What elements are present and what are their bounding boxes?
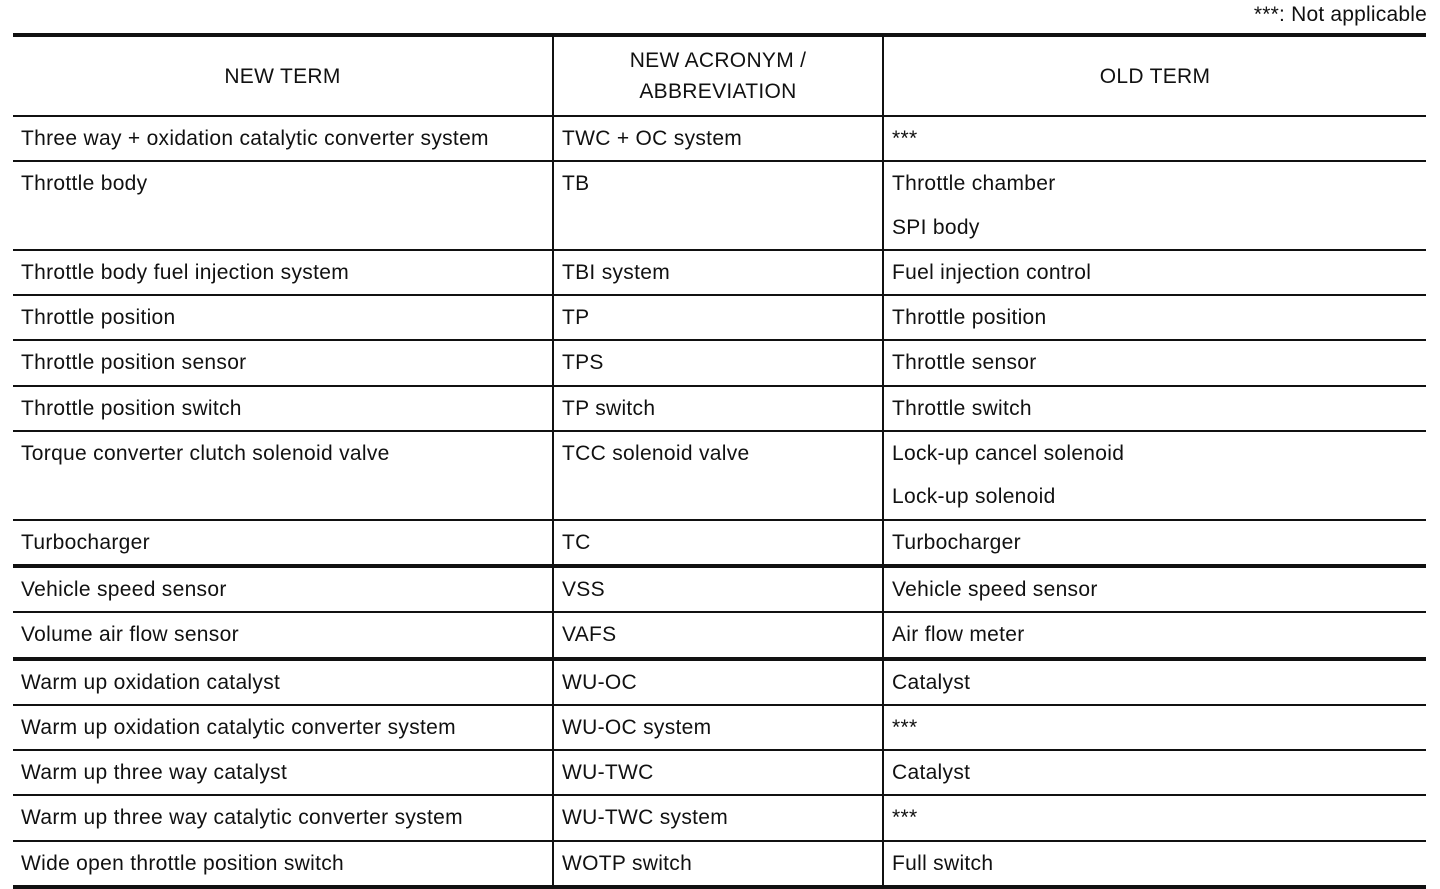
- old-term-cell-text: ***: [892, 127, 918, 150]
- header-new-term: NEW TERM: [13, 35, 553, 116]
- new-term-cell-text: Warm up oxidation catalyst: [21, 670, 281, 694]
- acronym-cell-text: TBI system: [562, 260, 671, 284]
- new-term-cell: [13, 659, 553, 705]
- new-term-cell: [13, 386, 553, 431]
- new-term-cell-text: Warm up three way catalyst: [21, 761, 288, 785]
- new-term-cell-text: Warm up three way catalytic converter system: [21, 806, 463, 830]
- acronym-cell-text: VSS: [562, 577, 605, 601]
- new-term-cell-text: Throttle body fuel injection system: [21, 260, 349, 284]
- acronym-cell-text: TB: [562, 172, 590, 196]
- acronym-cell: [553, 250, 883, 295]
- new-term-cell: [13, 116, 553, 161]
- acronym-cell-text: WU-OC: [562, 670, 637, 694]
- terminology-table: [13, 33, 1426, 889]
- old-term-cell: [883, 116, 1426, 161]
- acronym-cell-text: WU-TWC: [562, 761, 654, 785]
- acronym-cell-text: TCC solenoid valve: [562, 442, 750, 466]
- new-term-cell-text: Throttle position sensor: [21, 351, 247, 375]
- header-row: [13, 35, 1426, 116]
- table-row: [13, 431, 1426, 520]
- new-term-cell: [13, 250, 553, 295]
- old-term-cell: [883, 795, 1426, 840]
- acronym-cell-text: VAFS: [562, 623, 617, 647]
- new-term-cell: [13, 612, 553, 658]
- old-term-cell-text: SPI body: [892, 215, 980, 239]
- acronym-cell: [553, 386, 883, 431]
- table-row: [13, 659, 1426, 705]
- not-applicable-note: ***: Not applicable: [1253, 3, 1427, 26]
- old-term-cell-text: Lock-up solenoid: [892, 485, 1056, 509]
- old-term-cell: [883, 659, 1426, 705]
- new-term-cell: [13, 431, 553, 520]
- header-acronym-line1: NEW ACRONYM /: [629, 49, 807, 72]
- new-term-cell-text: Throttle body: [21, 172, 148, 196]
- acronym-cell: [553, 340, 883, 385]
- acronym-cell: [553, 295, 883, 340]
- old-term-cell-text: Turbocharger: [892, 530, 1021, 554]
- acronym-cell: [553, 431, 883, 520]
- old-term-cell-text: Full switch: [892, 851, 994, 875]
- acronym-cell-text: WU-OC system: [562, 715, 712, 739]
- old-term-cell: [883, 705, 1426, 750]
- acronym-cell: [553, 161, 883, 250]
- old-term-cell: [883, 340, 1426, 385]
- acronym-cell-text: TWC + OC system: [562, 127, 743, 150]
- old-term-cell: [883, 750, 1426, 795]
- old-term-cell-text: Lock-up cancel solenoid: [892, 442, 1125, 466]
- old-term-cell-text: Throttle sensor: [892, 351, 1037, 375]
- old-term-cell-text: Catalyst: [892, 670, 971, 694]
- new-term-cell: [13, 520, 553, 566]
- table-row: [13, 116, 1426, 161]
- new-term-cell-text: Torque converter clutch solenoid valve: [21, 442, 390, 466]
- new-term-cell-text: Turbocharger: [21, 530, 150, 554]
- new-term-cell: [13, 705, 553, 750]
- header-new-acronym: [553, 35, 883, 116]
- acronym-cell-text: TP: [562, 306, 590, 330]
- table-row: [13, 750, 1426, 795]
- old-term-cell: [883, 161, 1426, 250]
- old-term-cell-text: Throttle position: [892, 306, 1047, 330]
- new-term-cell: [13, 295, 553, 340]
- old-term-cell: [883, 431, 1426, 520]
- new-term-cell-text: Warm up oxidation catalytic converter system: [21, 715, 456, 739]
- old-term-cell-text: ***: [892, 806, 918, 830]
- header-old-term: OLD TERM: [883, 35, 1426, 116]
- new-term-cell-text: Throttle position: [21, 306, 176, 330]
- acronym-cell: [553, 750, 883, 795]
- old-term-cell: [883, 295, 1426, 340]
- acronym-cell: [553, 795, 883, 840]
- new-term-cell-text: Volume air flow sensor: [21, 623, 239, 647]
- new-term-cell: [13, 340, 553, 385]
- table-row: [13, 386, 1426, 431]
- old-term-cell-text: Vehicle speed sensor: [892, 577, 1098, 601]
- acronym-cell-text: WU-TWC system: [562, 806, 729, 830]
- acronym-cell-text: TP switch: [562, 396, 656, 420]
- old-term-cell: [883, 612, 1426, 658]
- acronym-cell: [553, 659, 883, 705]
- acronym-cell: [553, 116, 883, 161]
- old-term-cell-text: Air flow meter: [892, 623, 1025, 647]
- old-term-cell: [883, 520, 1426, 566]
- new-term-cell: [13, 750, 553, 795]
- table-body: [13, 116, 1426, 887]
- table-row: [13, 612, 1426, 658]
- acronym-cell-text: TPS: [562, 351, 604, 375]
- old-term-cell: [883, 386, 1426, 431]
- new-term-cell-text: Wide open throttle position switch: [21, 851, 345, 875]
- acronym-cell: [553, 566, 883, 612]
- table-row: [13, 250, 1426, 295]
- table-header: [13, 35, 1426, 116]
- old-term-cell-text: Fuel injection control: [892, 260, 1092, 284]
- table-row: [13, 340, 1426, 385]
- acronym-cell-text: TC: [562, 530, 591, 554]
- acronym-cell: [553, 705, 883, 750]
- table-row: [13, 795, 1426, 840]
- new-term-cell-text: Vehicle speed sensor: [21, 577, 227, 601]
- table-row: [13, 520, 1426, 566]
- old-term-cell: [883, 250, 1426, 295]
- table-row: [13, 566, 1426, 612]
- header-acronym-line2: ABBREVIATION: [639, 80, 797, 103]
- old-term-cell-text: Throttle switch: [892, 396, 1032, 420]
- table-row: [13, 705, 1426, 750]
- old-term-cell-text: ***: [892, 715, 918, 739]
- old-term-cell-text: Catalyst: [892, 761, 971, 785]
- new-term-cell: [13, 161, 553, 250]
- acronym-cell: [553, 612, 883, 658]
- table-row: [13, 295, 1426, 340]
- old-term-cell: [883, 566, 1426, 612]
- old-term-cell-text: Throttle chamber: [892, 172, 1056, 196]
- new-term-cell: [13, 566, 553, 612]
- acronym-cell: [553, 520, 883, 566]
- new-term-cell-text: Three way + oxidation catalytic converter system: [21, 127, 489, 150]
- acronym-cell-text: WOTP switch: [562, 851, 693, 875]
- new-term-cell-text: Throttle position switch: [21, 396, 242, 420]
- new-term-cell: [13, 795, 553, 840]
- table-row: [13, 161, 1426, 250]
